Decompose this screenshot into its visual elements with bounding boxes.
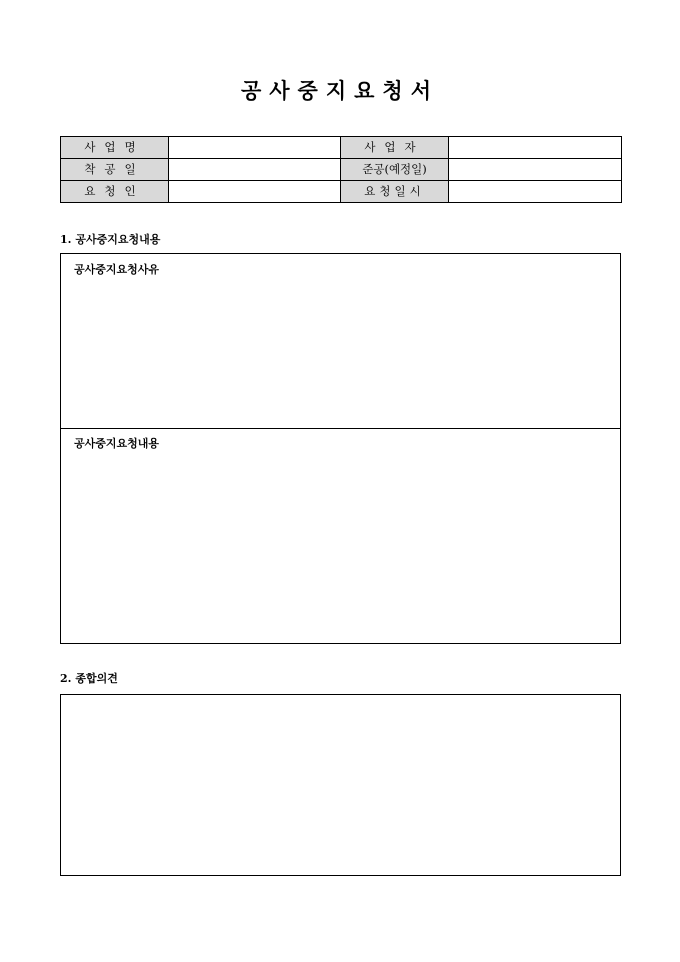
info-row-request — [61, 181, 622, 203]
section2-heading: 2. 종합의견 — [60, 672, 118, 685]
label-contractor: 사업자 — [341, 137, 449, 159]
reason-label: 공사중지요청사유 — [74, 263, 160, 276]
info-row-project — [61, 137, 622, 159]
requester-field[interactable] — [169, 181, 341, 203]
content-field[interactable] — [74, 456, 604, 632]
opinion-field[interactable] — [74, 704, 604, 864]
label-request-datetime: 요청일시 — [341, 181, 449, 203]
section1-box — [60, 253, 621, 644]
opinion-box — [60, 694, 621, 876]
label-completion-date: 준공(예정일) — [341, 159, 449, 181]
info-row-dates — [61, 159, 622, 181]
contractor-field[interactable] — [449, 137, 622, 159]
info-table — [60, 136, 622, 203]
completion-date-field[interactable] — [449, 159, 622, 181]
request-datetime-field[interactable] — [449, 181, 622, 203]
project-name-field[interactable] — [169, 137, 341, 159]
start-date-field[interactable] — [169, 159, 341, 181]
content-label: 공사중지요청내용 — [74, 437, 160, 450]
label-requester: 요청인 — [61, 181, 169, 203]
label-start-date: 착공일 — [61, 159, 169, 181]
section1-divider — [61, 428, 620, 429]
section1-heading: 1. 공사중지요청내용 — [60, 233, 161, 246]
reason-field[interactable] — [74, 282, 604, 422]
document-title: 공사중지요청서 — [240, 78, 439, 103]
label-project-name: 사업명 — [61, 137, 169, 159]
